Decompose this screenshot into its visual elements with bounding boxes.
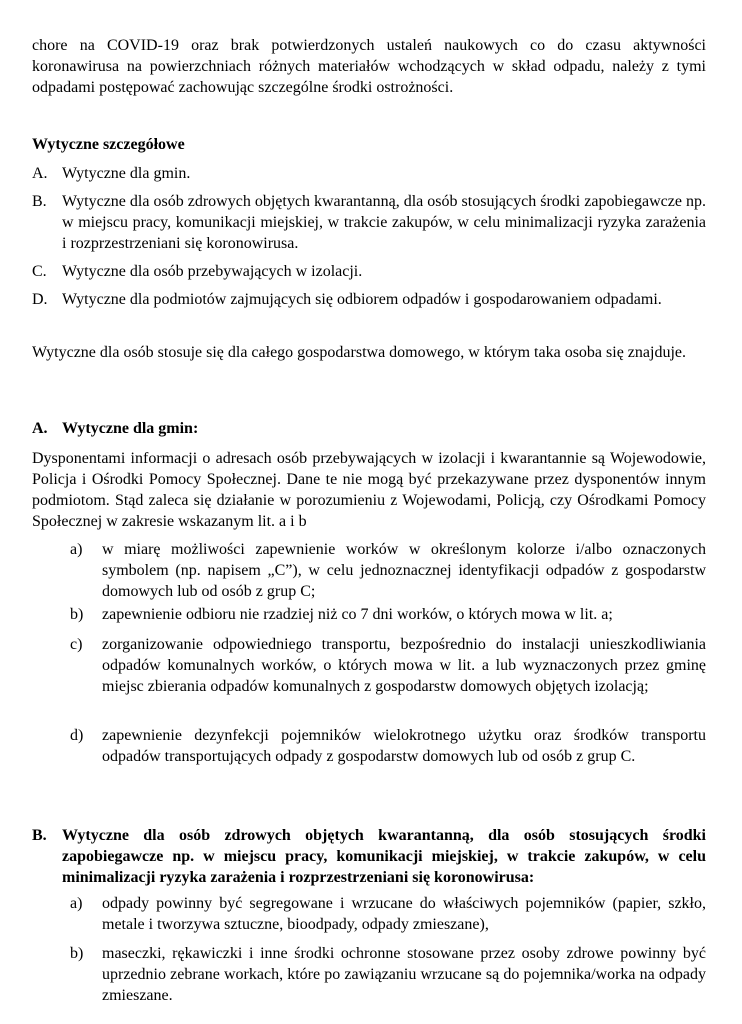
list-item-text: Wytyczne dla podmiotów zajmujących się odbiorem odpadów i gospodarowaniem odpadami.	[62, 291, 662, 308]
list-marker: d)	[70, 727, 84, 744]
list-item-text: Wytyczne dla osób zdrowych objętych kwarantanną, dla osób stosujących środki zapobiegawcze np. w miejscu pracy, komunikacji miejskiej, w trakcie zakupów, w celu minimalizacji ryzyka zarażenia i rozprzestrzeniani się koronowirusa.	[62, 193, 706, 252]
section-a-item-a	[70, 539, 706, 602]
section-a-heading	[32, 418, 706, 439]
section-b-heading	[32, 825, 706, 888]
section-a-item-d	[70, 725, 706, 767]
section-marker: B.	[32, 827, 47, 844]
section-marker: A.	[32, 420, 48, 437]
list-marker: a)	[70, 895, 83, 912]
list-marker: b)	[70, 945, 84, 962]
section-a-item-b	[70, 604, 706, 625]
list-marker: b)	[70, 606, 84, 623]
list-marker: B.	[32, 193, 47, 210]
list-marker: a)	[70, 541, 83, 558]
section-title: Wytyczne dla osób zdrowych objętych kwarantanną, dla osób stosujących środki zapobiegawcze np. w miejscu pracy, komunikacji miejskiej, w trakcie zakupów, w celu minimalizacji ryzyka zarażenia i rozprzestrzeniani się koronowirusa:	[62, 827, 706, 886]
list-item-text: odpady powinny być segregowane i wrzucane do właściwych pojemników (papier, szkło, metale i tworzywa sztuczne, bioodpady, odpady zmieszane),	[102, 895, 706, 933]
section-title: Wytyczne dla gmin:	[62, 420, 199, 437]
list-item-text: Wytyczne dla osób przebywających w izolacji.	[62, 263, 363, 280]
list-item-text: w miarę możliwości zapewnienie worków w określonym kolorze i/albo oznaczonych symbolem (np. napisem „C”), w celu jednoznacznej identyfikacji odpadów z gospodarstw domowych lub od osób z grup C;	[102, 541, 706, 600]
list-item-text: zorganizowanie odpowiedniego transportu, bezpośrednio do instalacji unieszkodliwiania odpadów komunalnych worków, o których mowa w lit. a lub wyznaczonych przez gminę miejsc zbierania odpadów komunalnych z gospodarstw domowych objętych izolacją;	[102, 636, 706, 695]
list-marker: A.	[32, 165, 48, 182]
section-b-item-b	[70, 943, 706, 1006]
list-item-text: zapewnienie dezynfekcji pojemników wielokrotnego użytku oraz środków transportu odpadów transportujących odpady z gospodarstw domowych lub od osób z grup C.	[102, 727, 706, 765]
list-marker: D.	[32, 291, 48, 308]
list-marker: c)	[70, 636, 83, 653]
detailed-item-a	[32, 163, 706, 184]
section-a-item-c	[70, 634, 706, 697]
intro-paragraph: chore na COVID-19 oraz brak potwierdzonych ustaleń naukowych co do czasu aktywności koronawirusa na powierzchniach różnych materiałów wchodzących w skład odpadu, należy z tymi odpadami postępować zachowując szczególne środki ostrożności.	[32, 37, 706, 96]
detailed-note: Wytyczne dla osób stosuje się dla całego gospodarstwa domowego, w którym taka osoba się znajduje.	[32, 344, 686, 361]
list-item-text: maseczki, rękawiczki i inne środki ochronne stosowane przez osoby zdrowe powinny być uprzednio zebrane workach, które po zawiązaniu wrzucane są do pojemnika/worka na odpady zmieszane.	[102, 945, 706, 1004]
list-marker: C.	[32, 263, 47, 280]
detailed-item-d	[32, 289, 706, 310]
section-a-paragraph: Dysponentami informacji o adresach osób przebywających w izolacji i kwarantannie są Wojewodowie, Policja i Ośrodki Pomocy Społecznej. Dane te nie mogą być przekazywane przez dysponentów innym podmiotom. Stąd zaleca się działanie w porozumieniu z Wojewodami, Policją, czy Ośrodkami Pomocy Społecznej w zakresie wskazanym lit. a i b	[32, 450, 706, 530]
detailed-heading: Wytyczne szczegółowe	[32, 136, 185, 153]
list-item-text: zapewnienie odbioru nie rzadziej niż co 7 dni worków, o których mowa w lit. a;	[102, 606, 613, 623]
detailed-item-b	[32, 191, 706, 254]
detailed-item-c	[32, 261, 706, 282]
section-b-item-a	[70, 893, 706, 935]
list-item-text: Wytyczne dla gmin.	[62, 165, 191, 182]
